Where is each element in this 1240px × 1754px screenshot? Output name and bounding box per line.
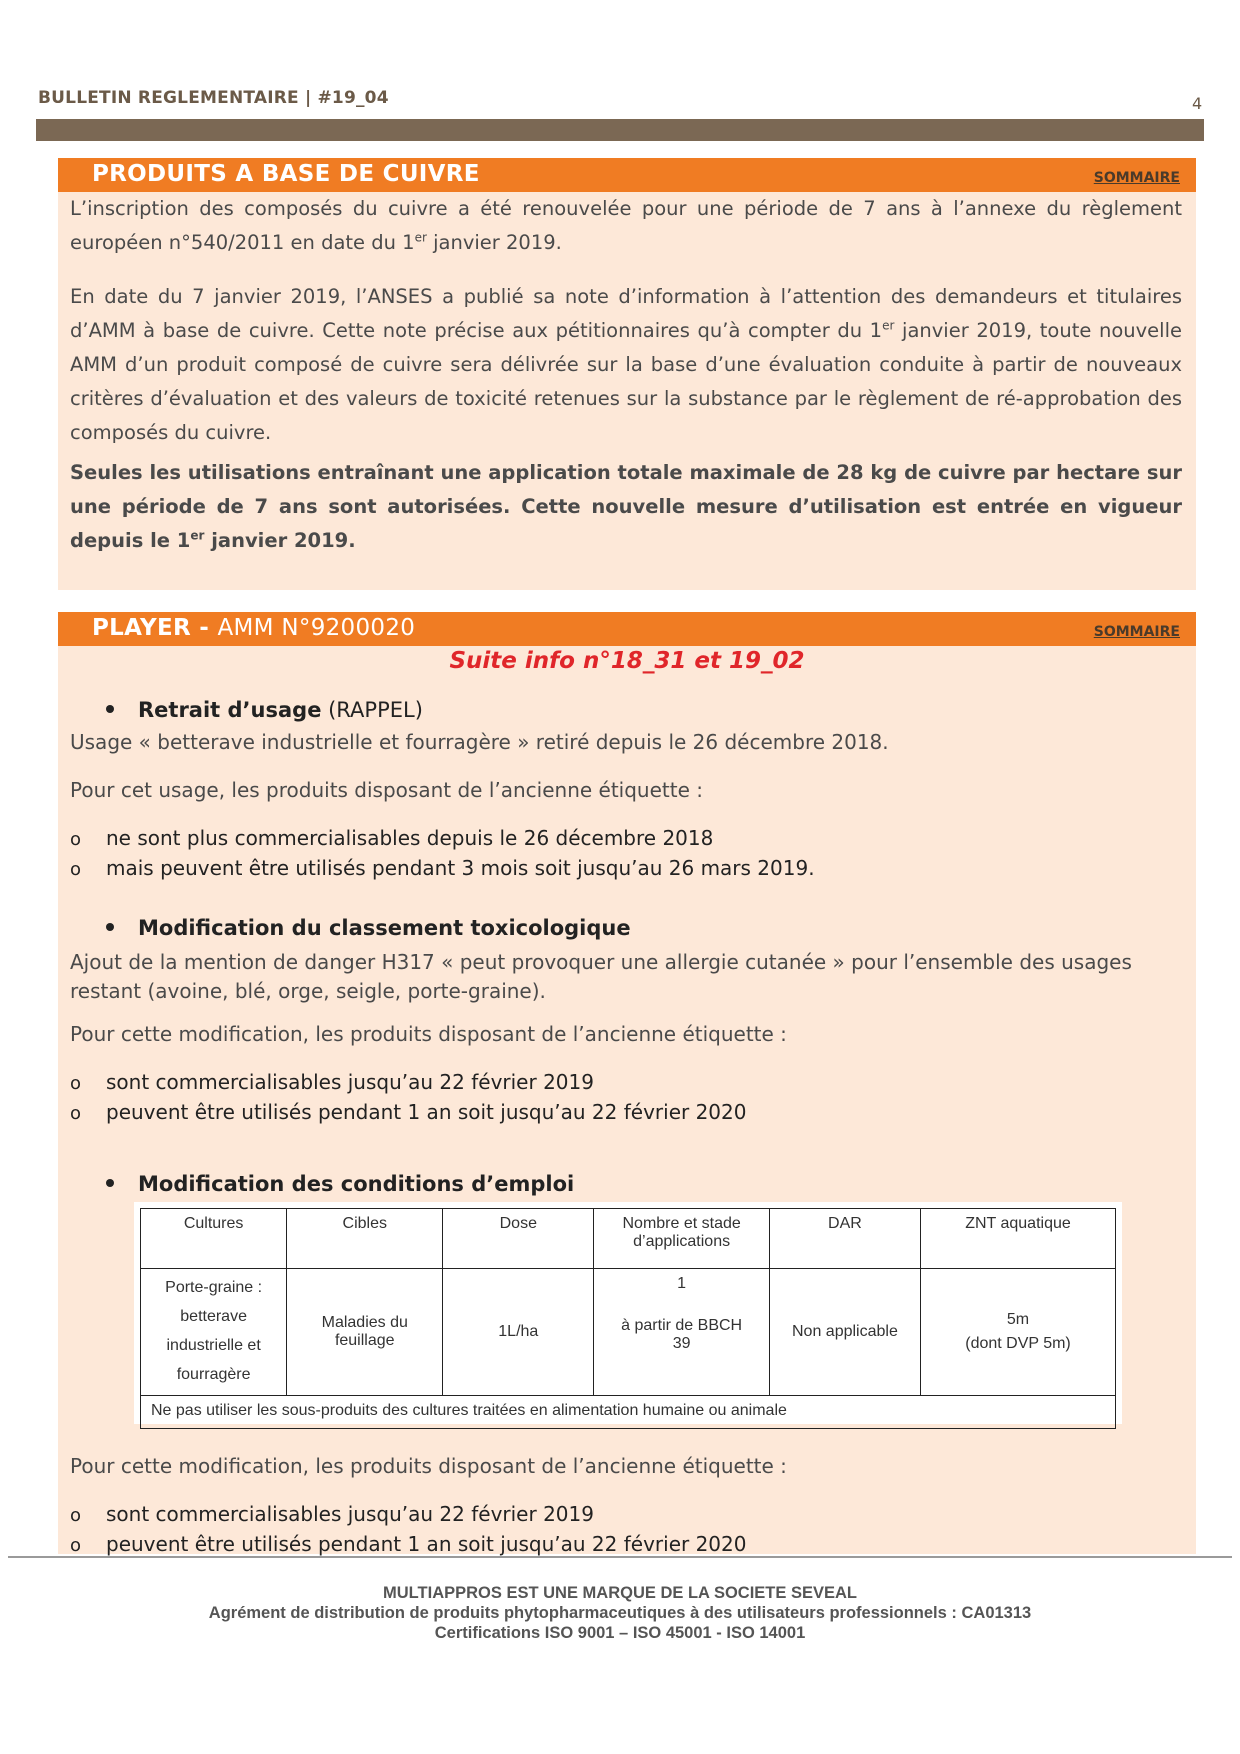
conditions-table-wrapper — [134, 1202, 1122, 1424]
text-line: Pour cette modification, les produits disposant de l’ancienne étiquette : — [70, 1022, 787, 1046]
footer-divider — [8, 1556, 1232, 1558]
section-title: PRODUITS A BASE DE CUIVRE — [92, 161, 480, 187]
section-player — [58, 612, 1196, 1554]
text-line: Pour cette modification, les produits disposant de l’ancienne étiquette : — [70, 1454, 787, 1478]
table-note-row — [141, 1396, 1116, 1429]
table-note: Ne pas utiliser les sous-produits des cultures traitées en alimentation humaine ou animale — [141, 1396, 1116, 1429]
section-title: PLAYER - AMM N°9200020 — [92, 615, 416, 641]
col-header: Dose — [443, 1209, 594, 1269]
bullet-dot-icon — [106, 923, 114, 931]
col-header: Cultures — [141, 1209, 287, 1269]
conditions-table — [140, 1208, 1116, 1429]
bulletin-title: BULLETIN REGLEMENTAIRE | #19_04 — [38, 88, 389, 108]
footer-agrement: Agrément de distribution de produits phytopharmaceutiques à des utilisateurs professionnels : CA01313 — [208, 1604, 1032, 1622]
list-item: o peuvent être utilisés pendant 1 an soit jusqu’au 22 février 2020 — [70, 1100, 747, 1124]
col-header: Cibles — [287, 1209, 443, 1269]
cell-cible: Maladies du feuillage — [287, 1269, 443, 1396]
header-bar — [36, 119, 1204, 141]
text-line: Ajout de la mention de danger H317 « peut provoquer une allergie cutanée » pour l’ensemble des usages restant (avoine, blé, orge, seigle, porte-graine). — [70, 950, 1132, 1003]
list-item: o mais peuvent être utilisés pendant 3 mois soit jusqu’au 26 mars 2019. — [70, 856, 815, 880]
amm-number: AMM N°9200020 — [217, 615, 416, 641]
footer-brand: MULTIAPPROS EST UNE MARQUE DE LA SOCIETE SEVEAL — [383, 1584, 857, 1602]
sommaire-link[interactable]: SOMMAIRE — [1093, 624, 1180, 640]
text-line: Pour cet usage, les produits disposant de l’ancienne étiquette : — [70, 778, 703, 802]
paragraph: En date du 7 janvier 2019, l’ANSES a publié sa note d’information à l’attention des demandeurs et titulaires d’AMM à base de cuivre. Cette note précise aux pétitionnaires qu’à compter du 1er janvier 2019, toute nouvelle AMM d’un produit composé de cuivre sera délivrée sur la base d’une évaluation conduite à partir de nouveaux critères d’évaluation et des valeurs de toxicité retenues sur la substance par le règlement de ré-approbation des composés du cuivre. — [70, 285, 1182, 444]
cell-nombre-stade: 1 à partir de BBCH 39 — [594, 1269, 770, 1396]
bullet-dot-icon — [106, 705, 114, 713]
circle-bullet-icon: o — [70, 859, 82, 880]
sommaire-link[interactable]: SOMMAIRE — [1093, 170, 1180, 186]
circle-bullet-icon: o — [70, 829, 82, 850]
bullet-heading: Modification du classement toxicologique — [106, 916, 631, 940]
cell-dar: Non applicable — [769, 1269, 920, 1396]
circle-bullet-icon: o — [70, 1505, 82, 1526]
paragraph-emphasis: Seules les utilisations entraînant une application totale maximale de 28 kg de cuivre par hectare sur une période de 7 ans sont autorisées. Cette nouvelle mesure d’utilisation est entrée en vigueur depuis le 1er janvier 2019. — [70, 461, 1182, 552]
circle-bullet-icon: o — [70, 1103, 82, 1124]
section-header — [58, 612, 1196, 646]
suite-info: Suite info n°18_31 et 19_02 — [449, 648, 805, 674]
list-item: o ne sont plus commercialisables depuis le 26 décembre 2018 — [70, 826, 714, 850]
circle-bullet-icon: o — [70, 1073, 82, 1094]
bullet-heading: Retrait d’usage (RAPPEL) — [106, 698, 423, 722]
cell-culture: Porte-graine : betterave industrielle et fourragère — [141, 1269, 287, 1396]
text-line: Usage « betterave industrielle et fourragère » retiré depuis le 26 décembre 2018. — [70, 730, 889, 754]
col-header: ZNT aquatique — [921, 1209, 1116, 1269]
col-header: DAR — [769, 1209, 920, 1269]
cell-dose: 1L/ha — [443, 1269, 594, 1396]
footer-certifications: Certifications ISO 9001 – ISO 45001 - ISO 14001 — [434, 1624, 806, 1642]
list-item: o sont commercialisables jusqu’au 22 février 2019 — [70, 1070, 594, 1094]
table-header-row — [141, 1209, 1116, 1269]
section-header — [58, 158, 1196, 192]
page-number: 4 — [1192, 94, 1203, 113]
paragraph: L’inscription des composés du cuivre a été renouvelée pour une période de 7 ans à l’annexe du règlement européen n°540/2011 en date du 1er janvier 2019. — [70, 197, 1182, 254]
section-copper-products — [58, 158, 1196, 590]
list-item: o peuvent être utilisés pendant 1 an soit jusqu’au 22 février 2020 — [70, 1532, 747, 1556]
col-header: Nombre et stade d’applications — [594, 1209, 770, 1269]
list-item: o sont commercialisables jusqu’au 22 février 2019 — [70, 1502, 594, 1526]
cell-znt: 5m (dont DVP 5m) — [921, 1269, 1116, 1396]
bullet-dot-icon — [106, 1179, 114, 1187]
bullet-heading: Modification des conditions d’emploi — [106, 1172, 574, 1196]
circle-bullet-icon: o — [70, 1535, 82, 1556]
table-row — [141, 1269, 1116, 1396]
